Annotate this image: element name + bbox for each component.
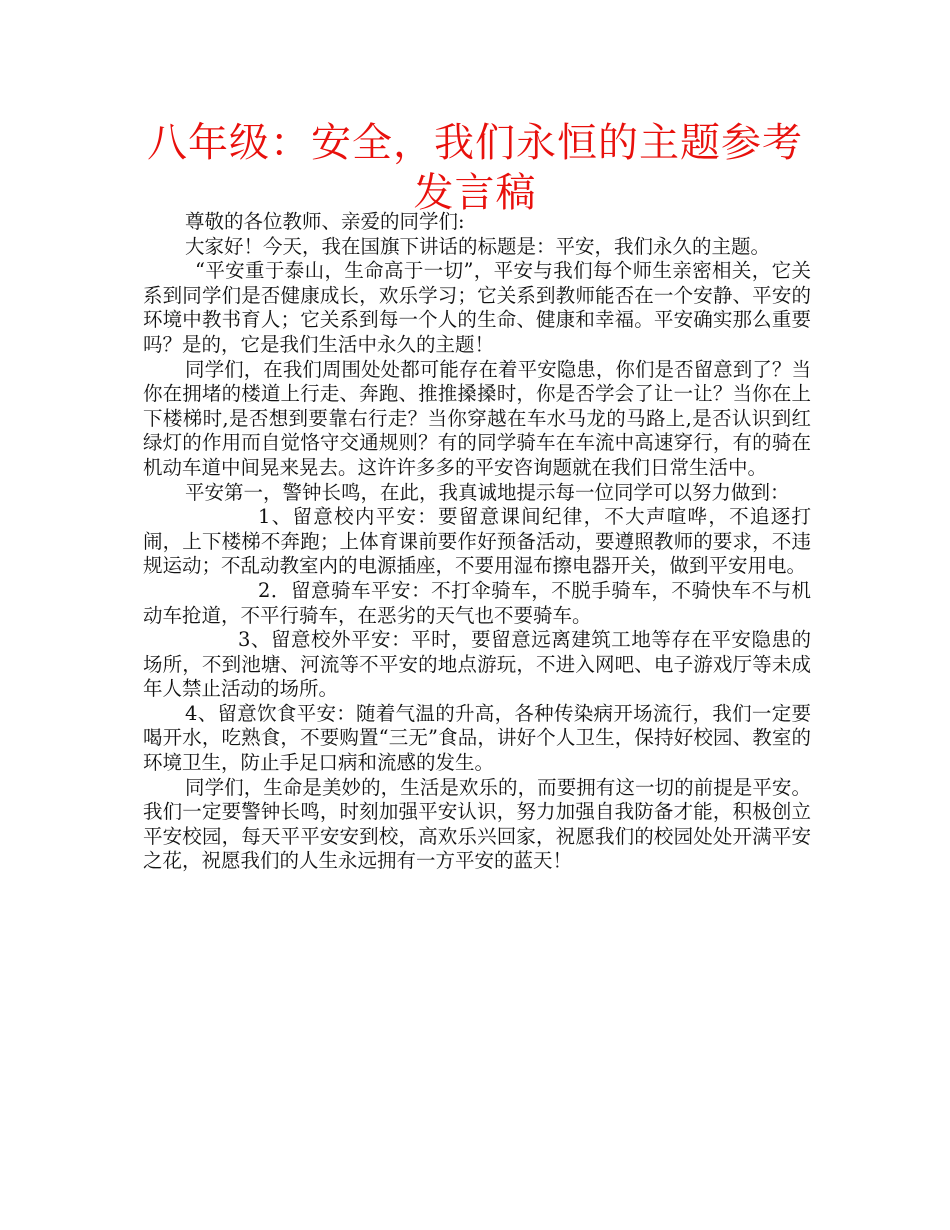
closing-paragraph: 同学们，生命是美妙的，生活是欢乐的，而要拥有这一切的前提是平安。我们一定要警钟长鸣，时刻加强平安认识，努力加强自我防备才能，积极创立平安校园，每天平平安安到校，高欢乐兴回家，祝愿我们的校园处处开满平安之花，祝愿我们的人生永远拥有一方平安的蓝天！ — [143, 775, 811, 873]
greeting-paragraph: 大家好！今天，我在国旗下讲话的标题是：平安，我们永久的主题。 — [185, 234, 771, 258]
safety-importance-paragraph: “平安重于泰山，生命高于一切”，平安与我们每个师生亲密相关，它关系到同学们是否健康成长，欢乐学习；它关系到教师能否在一个安静、平安的环境中教书育人；它关系到每一个人的生命、健康和幸福。平安确实那么重要吗？是的，它是我们生活中永久的主题！ — [143, 259, 811, 356]
list-item-campus-safety: 1、留意校内平安：要留意课间纪律，不大声喧哗，不追逐打闹，上下楼梯不奔跑；上体育课前要作好预备活动，要遵照教师的要求，不违规运动；不乱动教室内的电源插座，不要用湿布擦电器开关，做到平安用电。 — [143, 505, 811, 578]
document-body — [143, 210, 811, 874]
list-item-food-safety: 4、留意饮食平安：随着气温的升高，各种传染病开场流行，我们一定要喝开水，吃熟食，不要购置“三无”食品，讲好个人卫生，保持好校园、教室的环境卫生，防止手足口病和流感的发生。 — [143, 701, 811, 775]
hazards-paragraph: 同学们，在我们周围处处都可能存在着平安隐患，你们是否留意到了？当你在拥堵的楼道上行走、奔跑、推推搡搡时，你是否学会了让一让？当你在上下楼梯时,是否想到要靠右行走？当你穿越在车水马龙的马路上,是否认识到红绿灯的作用而自觉恪守交通规则？有的同学骑车在车流中高速穿行，有的骑在机动车道中间晃来晃去。这许许多多的平安咨询题就在我们日常生活中。 — [143, 357, 811, 479]
document-title: 八年级：安全，我们永恒的主题参考发言稿 — [147, 120, 803, 216]
list-item-off-campus-safety: 3、留意校外平安：平时，要留意远离建筑工地等存在平安隐患的场所，不到池塘、河流等不平安的地点游玩，不进入网吧、电子游戏厅等未成年人禁止活动的场所。 — [143, 628, 811, 701]
list-item-cycling-safety: 2．留意骑车平安：不打伞骑车，不脱手骑车，不骑快车不与机动车抢道，不平行骑车，在恶劣的天气也不要骑车。 — [143, 578, 811, 627]
salutation-paragraph: 尊敬的各位教师、亲爱的同学们: — [185, 210, 465, 233]
reminder-paragraph: 平安第一，警钟长鸣，在此，我真诚地提示每一位同学可以努力做到： — [185, 480, 790, 504]
